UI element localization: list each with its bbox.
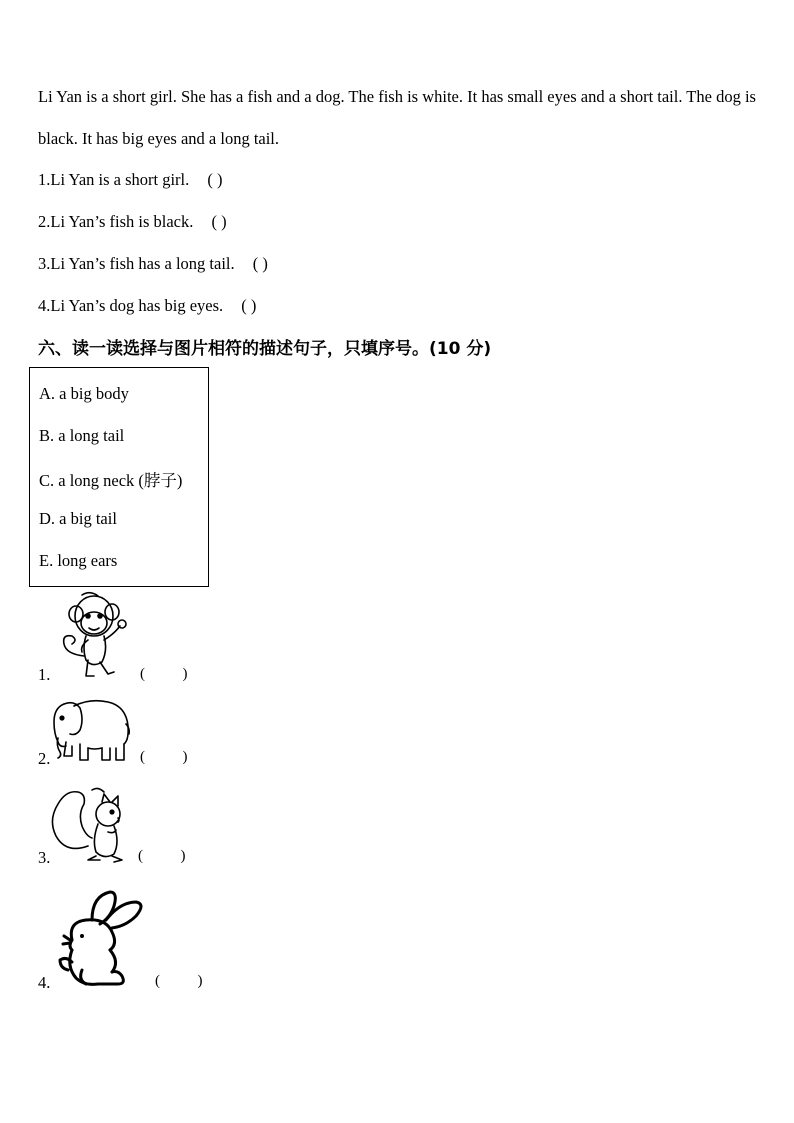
picture-number-1: 1.	[38, 665, 51, 684]
statement-4	[38, 296, 256, 316]
option-b: B. a long tail	[39, 426, 125, 445]
monkey-icon	[52, 590, 134, 685]
answer-blank[interactable]: ( )	[252, 254, 268, 273]
elephant-icon	[50, 694, 132, 764]
answer-blank-4[interactable]: ( )	[155, 973, 203, 989]
answer-blank-3[interactable]: ( )	[138, 848, 186, 864]
statement-2	[38, 212, 227, 232]
reading-passage: Li Yan is a short girl. She has a fish and a dog. The fish is white. It has small eyes and a short tail. The dog is black. It has big eyes and a long tail.	[38, 87, 756, 148]
options-box	[29, 367, 209, 587]
option-c: C. a long neck (脖子)	[39, 471, 183, 490]
rabbit-icon	[54, 890, 146, 988]
statement-text: 4.Li Yan’s dog has big eyes.	[38, 296, 224, 315]
option-d: D. a big tail	[39, 509, 117, 528]
picture-number-3: 3.	[38, 848, 51, 867]
statement-text: 2.Li Yan’s fish is black.	[38, 212, 194, 231]
statement-text: 3.Li Yan’s fish has a long tail.	[38, 254, 235, 273]
option-e: E. long ears	[39, 551, 118, 570]
statement-text: 1.Li Yan is a short girl.	[38, 170, 190, 189]
picture-number-4: 4.	[38, 973, 51, 992]
option-a: A. a big body	[39, 384, 129, 403]
picture-number-2: 2.	[38, 749, 51, 768]
answer-blank[interactable]: ( )	[207, 170, 223, 189]
answer-blank[interactable]: ( )	[241, 296, 257, 315]
squirrel-icon	[48, 784, 132, 864]
answer-blank-2[interactable]: ( )	[140, 749, 188, 765]
statement-1	[38, 170, 223, 190]
statement-3	[38, 254, 268, 274]
section-heading: 六、读一读选择与图片相符的描述句子，只填序号。(10 分)	[38, 339, 492, 359]
answer-blank-1[interactable]: ( )	[140, 666, 188, 682]
answer-blank[interactable]: ( )	[211, 212, 227, 231]
